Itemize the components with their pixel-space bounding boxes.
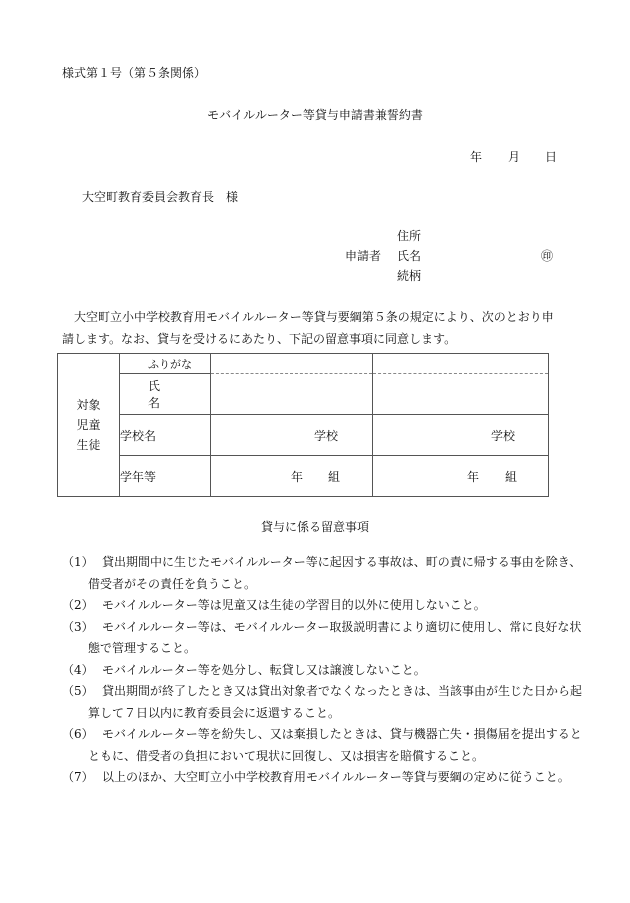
school-input-2[interactable] — [373, 415, 549, 456]
applicant-role-label: 申請者 — [345, 249, 382, 263]
note-text: モバイルルーター等を処分し、転貸し又は譲渡しないこと。 — [102, 662, 426, 677]
applicant-name-label: 氏名 — [397, 249, 422, 263]
note-number: （6） — [62, 727, 94, 741]
note-number: （2） — [62, 598, 94, 612]
school-input-1[interactable] — [211, 415, 373, 456]
applicant-address-label: 住所 — [397, 229, 422, 243]
grade-class-label: 組 — [505, 470, 518, 484]
school-suffix: 学校 — [314, 429, 339, 443]
intro-line-2: 請します。なお、貸与を受けるにあたり、下記の留意事項に同意します。 — [62, 332, 457, 346]
grade-input-1[interactable] — [211, 456, 373, 497]
addressee: 大空町教育委員会教育長 様 — [82, 190, 239, 204]
note-item — [62, 552, 582, 595]
note-number: （5） — [62, 684, 94, 698]
grade-input-2[interactable] — [373, 456, 549, 497]
side-label-line: 生徒 — [76, 438, 101, 452]
notes-title: 貸与に係る留意事項 — [260, 520, 369, 534]
note-item — [62, 767, 582, 789]
grade-year-label: 年 — [467, 470, 480, 484]
school-label: 学校名 — [120, 415, 211, 456]
note-number: （1） — [62, 555, 94, 569]
seal-mark: ㊞ — [541, 249, 554, 263]
side-label-line: 対象 — [76, 398, 101, 412]
notes-list — [62, 552, 582, 789]
note-item — [62, 724, 582, 767]
furigana-input-2[interactable] — [373, 354, 549, 374]
name-input-1[interactable] — [211, 374, 373, 415]
side-label-line: 児童 — [76, 418, 101, 432]
date-month-label: 月 — [508, 150, 521, 164]
note-item — [62, 617, 582, 660]
document-title: モバイルルーター等貸与申請書兼誓約書 — [207, 108, 423, 122]
grade-year-label: 年 — [291, 470, 304, 484]
school-suffix: 学校 — [491, 429, 516, 443]
note-text: 貸出期間中に生じたモバイルルーター等に起因する事故は、町の責に帰する事由を除き、借受者がその責任を負うこと。 — [88, 555, 582, 591]
furigana-input-1[interactable] — [211, 354, 373, 374]
grade-class-label: 組 — [328, 470, 341, 484]
grade-label: 学年等 — [120, 456, 211, 497]
intro-paragraph — [62, 306, 582, 350]
name-input-2[interactable] — [373, 374, 549, 415]
name-label: 氏 名 — [120, 374, 211, 415]
note-text: モバイルルーター等を紛失し、又は棄損したときは、貸与機器亡失・損傷届を提出するとともに、借受者の負担において現状に回復し、又は損害を賠償すること。 — [88, 727, 582, 763]
note-text: モバイルルーター等は、モバイルルーター取扱説明書により適切に使用し、常に良好な状態で管理すること。 — [88, 619, 582, 655]
note-text: 以上のほか、大空町立小中学校教育用モバイルルーター等貸与要綱の定めに従うこと。 — [102, 770, 570, 784]
note-text: モバイルルーター等は児童又は生徒の学習目的以外に使用しないこと。 — [102, 598, 486, 612]
furigana-label: ふりがな — [120, 354, 211, 374]
target-student-table — [57, 353, 549, 497]
applicant-relationship-label: 続柄 — [397, 269, 422, 283]
note-number: （7） — [62, 770, 94, 784]
form-number: 様式第１号（第５条関係） — [62, 66, 207, 80]
note-item — [62, 660, 582, 682]
date-year-label: 年 — [470, 150, 483, 164]
note-item — [62, 595, 582, 617]
date-day-label: 日 — [545, 150, 558, 164]
target-student-side-label — [58, 354, 120, 497]
note-number: （4） — [62, 662, 94, 677]
note-text: 貸出期間が終了したとき又は貸出対象者でなくなったときは、当該事由が生じた日から起算して７日以内に教育委員会に返還すること。 — [88, 684, 583, 720]
note-item — [62, 681, 582, 724]
note-number: （3） — [62, 619, 94, 634]
intro-line-1: 大空町立小中学校教育用モバイルルーター等貸与要綱第５条の規定により、次のとおり申 — [74, 310, 554, 324]
